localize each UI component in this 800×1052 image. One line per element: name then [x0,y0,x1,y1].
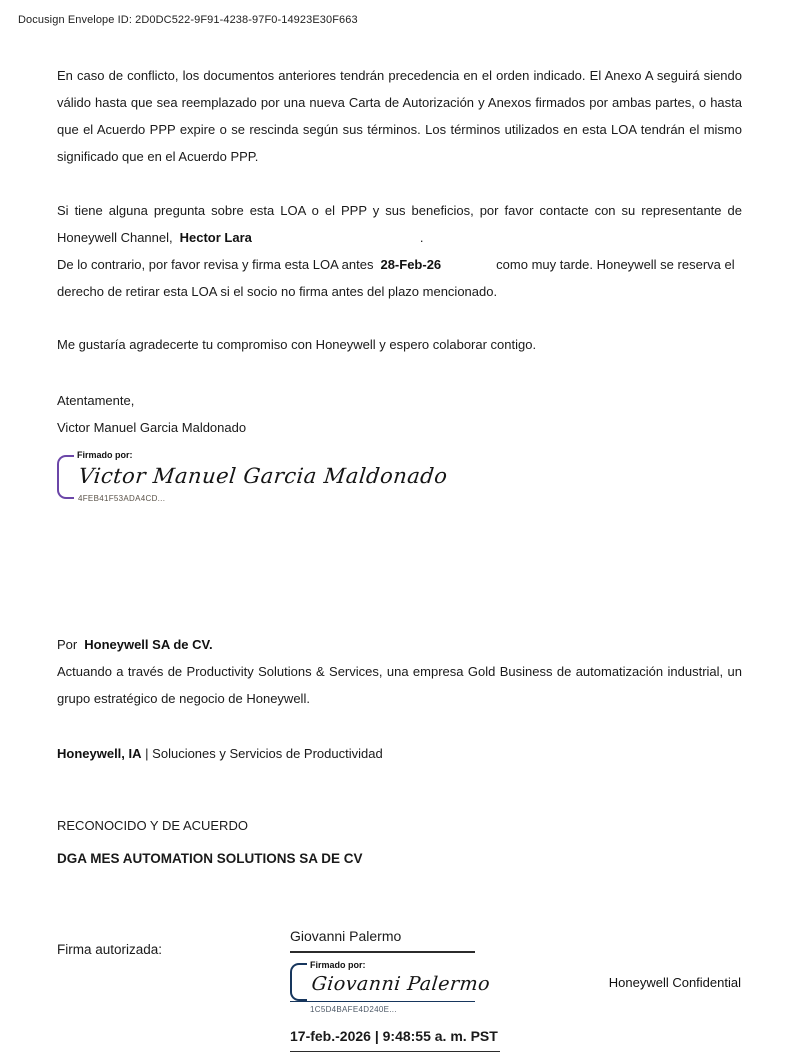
contact-line-1: Si tiene alguna pregunta sobre esta LOA o el PPP y sus beneficios, por favor contacte con su representante de [57,203,742,218]
channel-prefix: Honeywell Channel, [57,230,173,245]
rep-name-field: Hector Lara [179,230,252,245]
paragraph-thanks: Me gustaría agradecerte tu compromiso con Honeywell y espero colaborar contigo. [57,337,537,352]
closing-salutation: Atentamente, [57,393,135,408]
deadline-middle: como muy tarde. Honeywell se reserva el [496,257,735,272]
sender-name: Victor Manuel Garcia Maldonado [57,420,247,435]
division-line [57,740,742,767]
deadline-line-1 [57,251,742,278]
signed-by-label: Firmado por: [77,450,133,460]
confidential-footer: Honeywell Confidential [608,975,741,990]
paragraph-contact [57,197,742,305]
contact-line-2 [57,224,742,251]
company-description: Actuando a través de Productivity Solutions & Services, una empresa Gold Business de automatización industrial, un grupo estratégico de negocio de Honeywell. [57,664,742,706]
docusign-bracket-icon [57,455,74,499]
partner-signature-id: 1C5D4BAFE4D240E... [310,1005,397,1014]
partner-name: DGA MES AUTOMATION SOLUTIONS SA DE CV [57,851,363,866]
division-description: Soluciones y Servicios de Productividad [152,746,383,761]
company-name: Honeywell SA de CV. [84,637,213,652]
authorized-signature-column [290,927,550,1052]
deadline-date-field: 28-Feb-26 [380,257,442,272]
division-separator: | [145,746,149,761]
por-label: Por [57,637,78,652]
company-line [57,631,742,658]
paragraph-conflict: En caso de conflicto, los documentos anteriores tendrán precedencia en el orden indicado. El Anexo A seguirá siendo válido hasta que sea reemplazado por una nueva Carta de Autorización y Anexos firmados por ambas partes, o hasta que el Acuerdo PPP expire o se rescinda según sus términos. Los términos utilizados en esta LOA tendrán el mismo significado que en el Acuerdo PPP. [57,68,742,164]
docusign-bracket-icon [290,963,307,1001]
deadline-line-2: derecho de retirar esta LOA si el socio no firma antes del plazo mencionado. [57,284,498,299]
closing-block [57,387,742,441]
authorized-signature-label: Firma autorizada: [57,942,163,957]
company-block [57,631,742,712]
partner-signature-script: Giovanni Palermo [310,973,492,995]
signed-by-label: Firmado por: [310,960,366,970]
signature-timestamp: 17-feb.-2026 | 9:48:55 a. m. PST [290,1027,500,1052]
deadline-prefix: De lo contrario, por favor revisa y firma esta LOA antes [57,257,374,272]
sender-signature-id: 4FEB41F53ADA4CD... [78,494,166,503]
trailing-period: . [419,230,424,245]
acknowledgment-heading: RECONOCIDO Y DE ACUERDO [57,818,248,833]
letter-body [57,0,742,1052]
sender-signature-script: Victor Manuel Garcia Maldonado [77,464,449,488]
docusign-envelope-id: Docusign Envelope ID: 2D0DC522-9F91-4238-97F0-14923E30F663 [18,14,358,26]
signer-typed-name: Giovanni Palermo [290,927,475,953]
signature-block-sender [57,450,742,508]
division-name: Honeywell, IA [57,746,142,761]
signature-block-partner [290,960,492,1002]
